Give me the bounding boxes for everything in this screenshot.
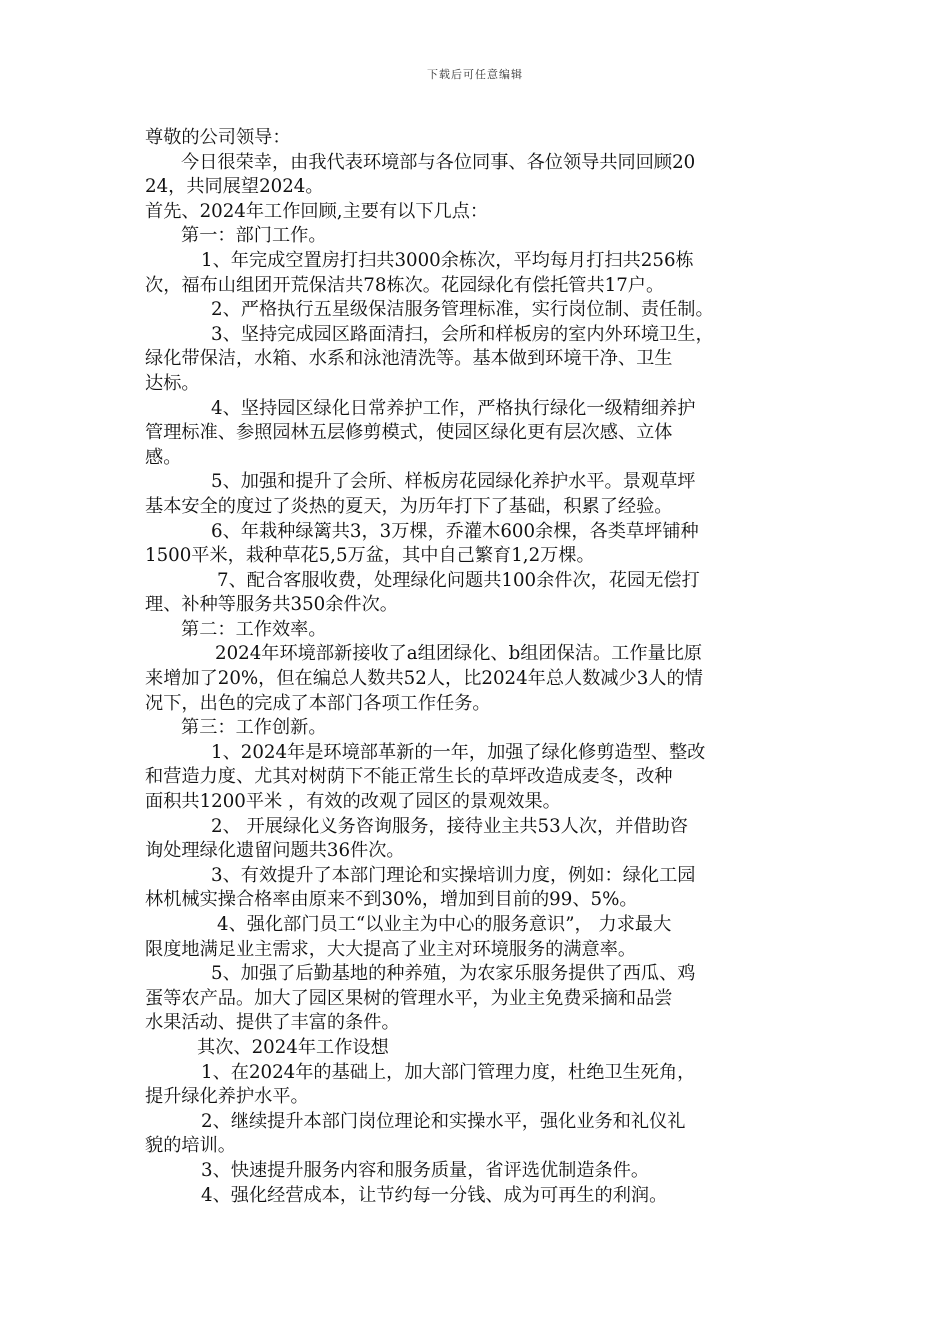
text-line: 基本安全的度过了炎热的夏天，为历年打下了基础，积累了经验。 — [145, 495, 673, 517]
text-line: 4、坚持园区绿化日常养护工作，严格执行绿化一级精细养护 — [211, 397, 696, 419]
text-line: 3、坚持完成园区路面清扫，会所和样板房的室内外环境卫生， — [211, 323, 714, 345]
text-line: 面积共1200平米 ，有效的改观了园区的景观效果。 — [145, 791, 561, 813]
text-line: 6、年栽种绿篱共3，3万棵，乔灌木600余棵，各类草坪铺种 — [211, 520, 699, 542]
text-line: 1、在2024年的基础上，加大部门管理力度，杜绝卫生死角， — [201, 1061, 696, 1083]
text-line: 水果活动、提供了丰富的条件。 — [145, 1012, 400, 1034]
text-line: 询处理绿化遗留问题共36件次。 — [145, 840, 405, 862]
text-line: 5、加强了后勤基地的种养殖，为农家乐服务提供了西瓜、鸡 — [211, 963, 696, 985]
text-line: 3、快速提升服务内容和服务质量，省评选优制造条件。 — [201, 1159, 650, 1181]
text-line: 1、年完成空置房打扫共3000余栋次，平均每月打扫共256栋 — [201, 249, 694, 271]
text-line: 其次、2024年工作设想 — [197, 1036, 389, 1058]
text-line: 况下，出色的完成了本部门各项工作任务。 — [145, 692, 491, 714]
page-header: 下载后可任意编辑 — [427, 68, 523, 81]
text-line: 限度地满足业主需求，大大提高了业主对环境服务的满意率。 — [145, 938, 637, 960]
text-line: 今日很荣幸，由我代表环境部与各位同事、各位领导共同回顾20 — [181, 151, 696, 173]
text-line: 理、补种等服务共350余件次。 — [145, 594, 398, 616]
text-line: 2024年环境部新接收了a组团绿化、b组团保洁。工作量比原 — [215, 643, 703, 665]
text-line: 感。 — [145, 446, 182, 468]
text-line: 2、严格执行五星级保洁服务管理标准，实行岗位制、责任制。 — [211, 299, 714, 321]
text-line: 来增加了20%，但在编总人数共52人，比2024年总人数减少3人的情 — [145, 668, 703, 690]
text-line: 蛋等农产品。加大了园区果树的管理水平，为业主免费采摘和品尝 — [145, 987, 673, 1009]
text-line: 4、强化经营成本，让节约每一分钱、成为可再生的利润。 — [201, 1184, 668, 1206]
text-line: 4、强化部门员工“以业主为中心的服务意识”， 力求最大 — [217, 914, 672, 935]
text-line: 绿化带保洁，水箱、水系和泳池清洗等。基本做到环境干净、卫生 — [145, 348, 673, 370]
text-line: 第一：部门工作。 — [181, 225, 327, 247]
text-line: 24，共同展望2024。 — [145, 176, 324, 198]
text-line: 尊敬的公司领导： — [145, 127, 291, 148]
text-line: 首先、2024年工作回顾,主要有以下几点： — [145, 200, 489, 222]
text-line: 2、继续提升本部门岗位理论和实操水平，强化业务和礼仪礼 — [201, 1110, 686, 1132]
text-line: 2、 开展绿化义务咨询服务，接待业主共53人次，并借助咨 — [211, 815, 688, 837]
text-line: 貌的培训。 — [145, 1135, 236, 1157]
text-line: 第二：工作效率。 — [181, 618, 327, 640]
text-line: 林机械实操合格率由原来不到30%，增加到目前的99、5%。 — [145, 889, 638, 911]
text-line: 提升绿化养护水平。 — [145, 1086, 309, 1108]
text-line: 达标。 — [145, 372, 200, 394]
text-line: 3、有效提升了本部门理论和实操培训力度，例如：绿化工园 — [211, 864, 696, 886]
text-line: 和营造力度、尤其对树荫下不能正常生长的草坪改造成麦冬，改种 — [145, 766, 673, 788]
text-line: 1、2024年是环境部革新的一年，加强了绿化修剪造型、整改 — [211, 741, 706, 763]
text-line: 管理标准、参照园林五层修剪模式，使园区绿化更有层次感、立体 — [145, 422, 673, 444]
text-line: 第三：工作创新。 — [181, 717, 327, 739]
text-line: 次，福布山组团开荒保洁共78栋次。花园绿化有偿托管共17户。 — [145, 274, 665, 296]
text-line: 5、加强和提升了会所、样板房花园绿化养护水平。景观草坪 — [211, 471, 696, 493]
document-body — [145, 126, 825, 1208]
text-line: 7、配合客服收费，处理绿化问题共100余件次，花园无偿打 — [217, 569, 700, 591]
text-line: 1500平米，栽种草花5,5万盆，其中自己繁育1,2万棵。 — [145, 545, 595, 567]
